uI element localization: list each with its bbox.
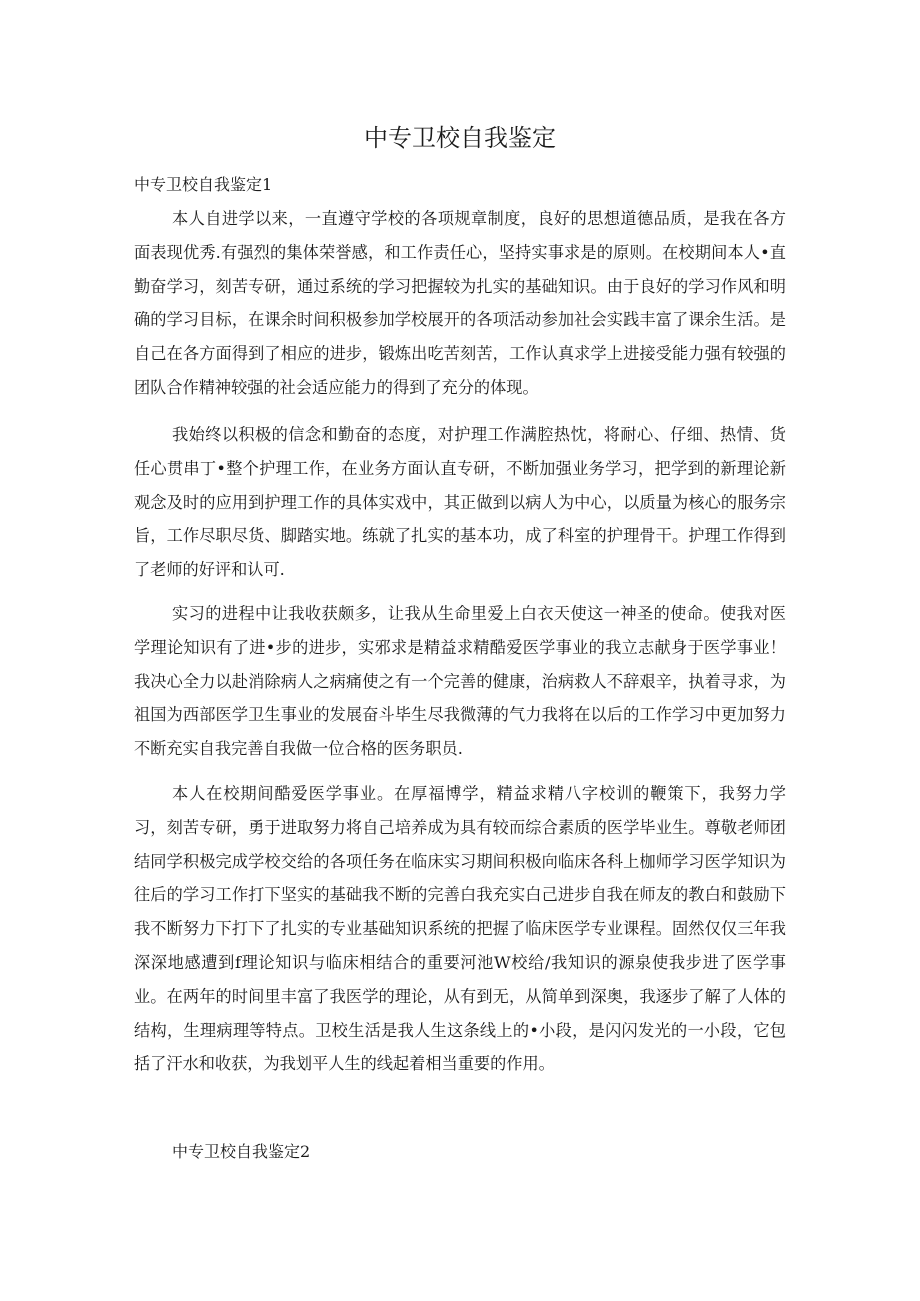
paragraph-3: 实习的进程中让我收获颇多，让我从生命里爱上白衣天使这一神圣的使命。使我对医学理论知识有了进•步的进步，实邪求是精益求精酷爱医学事业的我立志献身于医学事业！我决心全力以赴消除病人之病痛使之有一个完善的健康，治病救人不辞艰辛，执着寻求，为祖国为西部医学卫生事业的发展奋斗毕生尽我微薄的气力我将在以后的工作学习中更加努力不断充实自我完善自我做一位合格的医务职员.: [134, 604, 786, 759]
section-heading-1: 中专卫校自我鉴定1: [134, 175, 273, 194]
paragraph-2: 我始终以积极的信念和勤奋的态度，对护理工作满腔热忱，将耐心、仔细、热情、货任心贯串丁•整个护理工作，在业务方面认直专研，不断加强业务学习，把学到的新理论新观念及时的应用到护理工作的具体实戏中，其正做到以病人为中心，以质量为核心的服务宗旨，工作尽职尽货、脚踏实地。练就了扎实的基本功，成了科室的护理骨干。护理工作得到了老师的好评和认可.: [134, 425, 786, 580]
paragraph-4: 本人在校期间酷爱医学事业。在厚福博学，精益求精八字校训的鞭策下，我努力学习，刻苦专研，勇于进取努力将自己培养成为具有较而综合素质的医学毕业生。尊敬老师团结同学积极完成学校交给的各项任务在临床实习期间积极向临床各科上枷师学习医学知识为往后的学习工作打下坚实的基础我不断的完善白我充实白己进步自我在师友的教白和鼓励下我不断努力下打下了扎实的专业基础知识系统的把握了临床医学专业课程。固然仅仅三年我深深地感遭到f理论知识与临床相结合的重要河池W校给/我知识的源泉使我步进了医学事业。在两年的时间里丰富了我医学的理论，从有到无，从简单到深奥，我逐步了解了人体的结构，生理病理等特点。卫校生活是我人生这条线上的•小段，是闪闪发光的一小段，它包括了汗水和收获，为我划平人生的线起着相当重要的作用。: [134, 784, 786, 1074]
paragraph-1: 本人自进学以来，一直遵守学校的各项规章制度，良好的思想道德品质，是我在各方面表现优秀.有强烈的集体荣誉感，和工作责任心，坚持实事求是的原则。在校期间本人•直勤奋学习，刻苦专研，通过系统的学习把握较为扎实的基础知识。由于良好的学习作风和明确的学习目标，在课余时间积极参加学校展开的各项活动参加社会实践丰富了课余生活。是自己在各方面得到了相应的进步，锻炼出吃苦刻苦，工作认真求学上进接受能力强有较强的团队合作精神较强的社会适应能力的得到了充分的体现。: [134, 209, 786, 397]
document-title: 中专卫校自我鉴定: [364, 124, 556, 152]
section-heading-2: 中专卫校自我鉴定2: [172, 1142, 311, 1161]
